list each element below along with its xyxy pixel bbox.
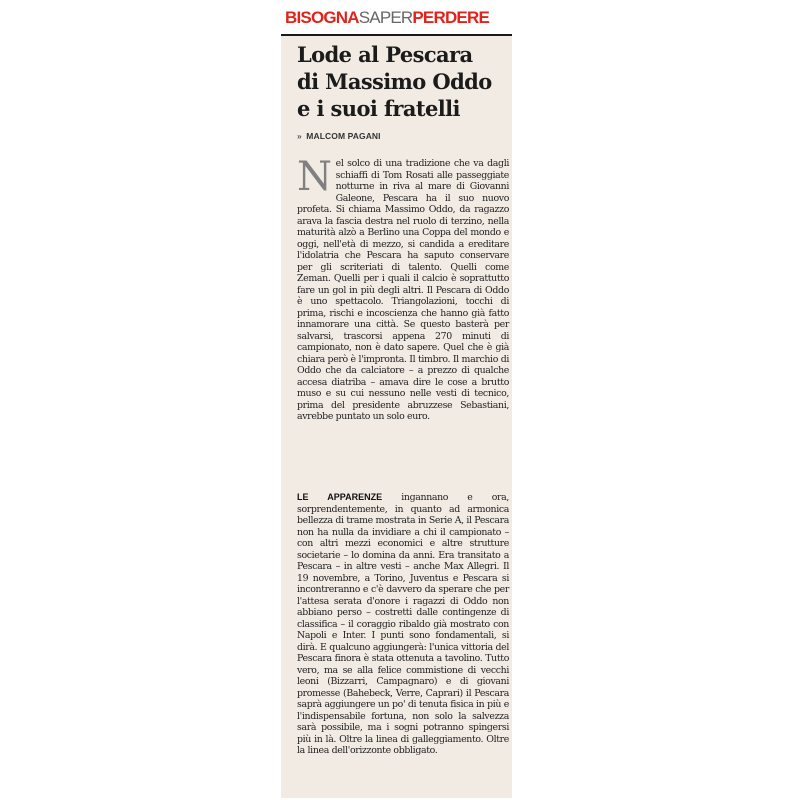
article-paragraph-1 (297, 154, 509, 423)
rubric-part-1: BISOGNA (285, 8, 359, 27)
byline-marker: » (297, 131, 302, 141)
headline-line-1: Lode al Pescara (297, 42, 473, 67)
rubric-part-3: PERDERE (412, 8, 489, 27)
drop-cap: N (297, 154, 332, 200)
article-paragraph-2 (297, 492, 509, 757)
paragraph-2-text: ingannano e ora, sorprendentemente, in quanto ad armonica bellezza di trame mostrata in Serie A, il Pescara non ha nulla da invidiare a chi il campionato – con altri mezzi economici e altre strutture societarie – lo domina da anni. Era transitato a Pescara – in altre vesti – anche Max Allegri. Il 19 novembre, a Torino, Juventus e Pescara si incontreranno e c'è davvero da sperare che per l'attesa serata d'onore i ragazzi di Oddo non abbiano perso – costretti dalle contingenze di classifica – il coraggio ribaldo già mostrato con Napoli e Inter. I punti sono fondamentali, si dirà. E qualcuno aggiungerà: l'unica vittoria del Pescara finora è stata ottenuta a tavolino. Tutto vero, ma se alla felice commistione di vecchi leoni (Bizzarri, Campagnaro) e di giovani promesse (Bahebeck, Verre, Caprari) il Pescara saprà aggiungere un po' di tenuta fisica in più e l'indispensabile fortuna, non solo la salvezza sarà possibile, ma i sogni potranno spingersi più in là. Oltre la linea di galleggiamento. Oltre la linea dell'orizzonte obbligato. (297, 492, 510, 756)
article-column (281, 4, 512, 798)
paragraph-1-text: el solco di una tradizione che va dagli schiaffi di Tom Rosati alle passeggiate notturne in riva al mare di Giovanni Galeone, Pescara ha il suo nuovo profeta. Si chiama Massimo Oddo, da ragazzo arava la fascia destra nel ruolo di terzino, nella maturità alzò a Berlino una Coppa del mondo e oggi, nell'età di mezzo, si candida a ereditare l'idolatria che Pescara ha saputo conservare per gli scriteriati di talento. Quelli come Zeman. Quelli per i quali il calcio è soprattutto fare un gol in più degli altri. Il Pescara di Oddo è uno spettacolo. Triangolazioni, tocchi di prima, rischi e incoscienza che hanno già fatto innamorare una città. Se questo basterà per salvarsi, trascorsi appena 270 minuti di campionato, non è dato sapere. Quel che è già chiara però è l'impronta. Il timbro. Il marchio di Oddo che da calciatore – a prezzo di qualche accesa diatriba – amava dire le cose a brutto muso e su cui nessuno nelle vesti di tecnico, prima del presidente abruzzese Sebastiani, avrebbe puntato un solo euro. (297, 158, 509, 422)
rubric-part-2: SAPER (358, 8, 413, 27)
headline-line-3: e i suoi fratelli (297, 96, 460, 121)
byline-author: MALCOM PAGANI (306, 131, 381, 141)
headline (297, 41, 507, 122)
paragraph-lead-in: LE APPARENZE (297, 492, 383, 502)
byline (297, 131, 381, 141)
section-rubric (285, 8, 489, 28)
section-rubric-bar (281, 4, 512, 36)
headline-line-2: di Massimo Oddo (297, 69, 492, 94)
